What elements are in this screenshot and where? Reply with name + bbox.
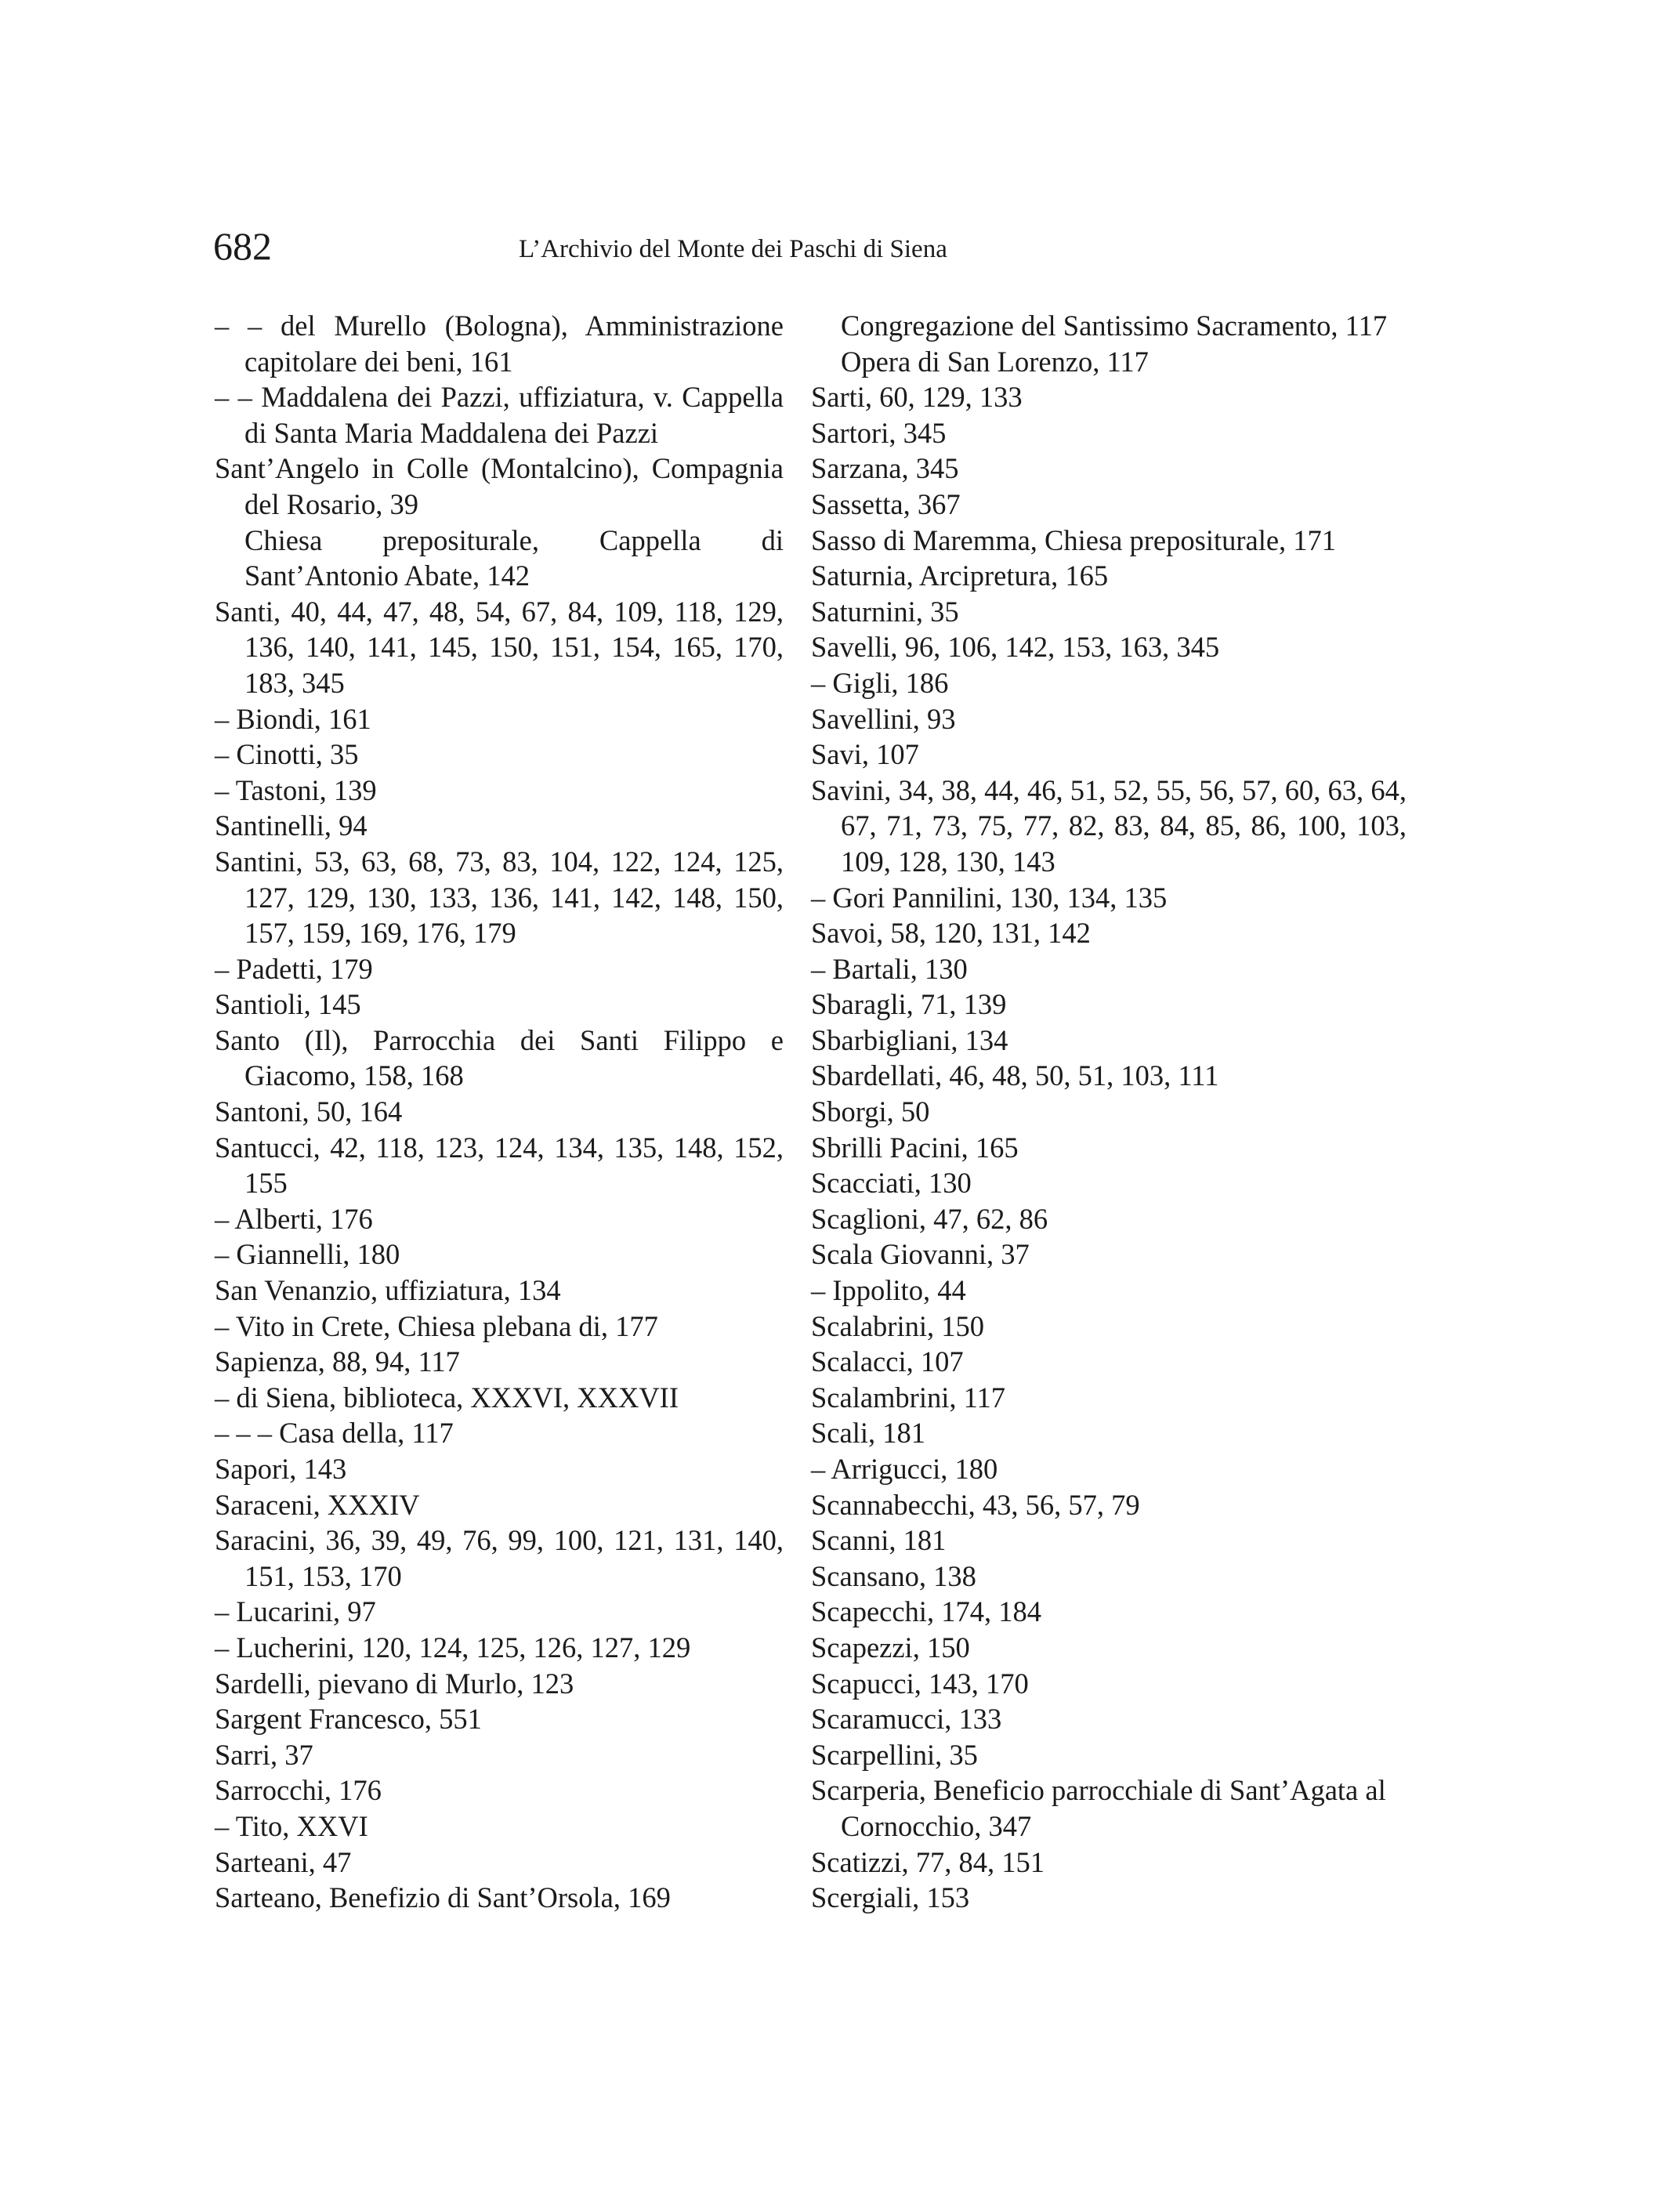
running-title: L’Archivio del Monte dei Paschi di Siena [519,235,947,263]
index-entry: Savellini, 93 [811,702,956,735]
index-entry: Sarzana, 345 [811,452,959,485]
index-entry: Santo (Il), Parrocchia dei Santi Filippo e Giacomo, 158, 168 [215,1023,784,1092]
index-entry: Santoni, 50, 164 [215,1095,403,1128]
index-entry: Sbardellati, 46, 48, 50, 51, 103, 111 [811,1059,1219,1092]
index-entry: Sapienza, 88, 94, 117 [215,1345,460,1378]
index-entry: Sbarbigliani, 134 [811,1023,1008,1056]
index-entry: – Cinotti, 35 [215,738,359,771]
index-entry: – Gigli, 186 [811,666,949,699]
index-entry: – Vito in Crete, Chiesa plebana di, 177 [215,1309,658,1342]
index-entry: Scanni, 181 [811,1524,947,1557]
index-entry: Scansano, 138 [811,1559,976,1592]
index-entry: Scannabecchi, 43, 56, 57, 79 [811,1488,1140,1521]
index-entry: – – del Murello (Bologna), Amministrazione capitolare dei beni, 161 [215,310,784,378]
index-entry: – Giannelli, 180 [215,1238,400,1271]
index-entry: Savi, 107 [811,738,919,771]
index-entry: Sassetta, 367 [811,487,961,520]
index-entry: Sbaragli, 71, 139 [811,988,1007,1021]
index-entry: Santini, 53, 63, 68, 73, 83, 104, 122, 124, 125, 127, 129, 130, 133, 136, 141, 142, 148, 150, 157, 159, 169, 176, 179 [215,845,784,950]
index-entry: Scarperia, Beneficio parrocchiale di Sant’Agata al Cornocchio, 347 [811,1774,1386,1842]
index-entry: Scarpellini, 35 [811,1738,978,1771]
index-entry: San Venanzio, uffiziatura, 134 [215,1274,561,1307]
index-entry: Scalacci, 107 [811,1345,964,1378]
index-entry: Savelli, 96, 106, 142, 153, 163, 345 [811,631,1220,664]
index-entry: Opera di San Lorenzo, 117 [841,345,1149,378]
index-entry: Scali, 181 [811,1417,925,1450]
index-entry: Scapecchi, 174, 184 [811,1595,1041,1628]
index-entry: Congregazione del Santissimo Sacramento, 117 [841,310,1388,342]
index-column-right [811,308,1407,1916]
index-entry: Sarri, 37 [215,1738,313,1771]
index-entry: – Ippolito, 44 [811,1274,966,1307]
index-entry: Scatizzi, 77, 84, 151 [811,1845,1045,1878]
index-entry: Scergiali, 153 [811,1881,970,1914]
index-entry: Sborgi, 50 [811,1095,930,1128]
index-entry: Scacciati, 130 [811,1167,972,1200]
index-entry: Savoi, 58, 120, 131, 142 [811,917,1091,950]
index-entry: – Arrigucci, 180 [811,1453,998,1485]
index-entry: – Tastoni, 139 [215,773,377,806]
index-entry: Santioli, 145 [215,988,361,1021]
index-entry: Sartori, 345 [811,416,947,449]
index-entry: Sasso di Maremma, Chiesa prepositurale, 171 [811,523,1337,556]
index-entry: Chiesa prepositurale, Cappella di Sant’Antonio Abate, 142 [244,523,784,592]
index-entry: Santi, 40, 44, 47, 48, 54, 67, 84, 109, 118, 129, 136, 140, 141, 145, 150, 151, 154, 165, 170, 183, 345 [215,595,784,699]
index-entry: Saracini, 36, 39, 49, 76, 99, 100, 121, 131, 140, 151, 153, 170 [215,1524,784,1592]
index-entry: Scalabrini, 150 [811,1309,984,1342]
index-entry: Scala Giovanni, 37 [811,1238,1030,1271]
index-entry: Sarti, 60, 129, 133 [811,381,1023,414]
index-entry: – Lucherini, 120, 124, 125, 126, 127, 129 [215,1631,691,1664]
index-entry: – Alberti, 176 [215,1202,373,1235]
index-entry: – Lucarini, 97 [215,1595,376,1628]
index-entry: Scaramucci, 133 [811,1703,1002,1736]
index-entry: Saturnini, 35 [811,595,959,628]
index-entry: – Bartali, 130 [811,952,968,985]
index-entry: – di Siena, biblioteca, XXXVI, XXXVII [215,1381,679,1414]
index-entry: Scapezzi, 150 [811,1631,970,1664]
index-entry: Santucci, 42, 118, 123, 124, 134, 135, 148, 152, 155 [215,1131,784,1200]
index-entry: Sant’Angelo in Colle (Montalcino), Compagnia del Rosario, 39 [215,452,784,520]
index-entry: Saturnia, Arcipretura, 165 [811,559,1109,592]
index-entry: Sargent Francesco, 551 [215,1703,482,1736]
index-entry: Scapucci, 143, 170 [811,1667,1029,1700]
index-entry: – Padetti, 179 [215,952,373,985]
index-entry: Sarrocchi, 176 [215,1774,382,1807]
index-entry: Sardelli, pievano di Murlo, 123 [215,1667,574,1700]
page-number: 682 [213,224,272,268]
index-entry: Santinelli, 94 [215,809,368,842]
index-entry: – – Maddalena dei Pazzi, uffiziatura, v. Cappella di Santa Maria Maddalena dei Pazzi [215,381,784,449]
index-entry: – Biondi, 161 [215,702,371,735]
index-entry: Savini, 34, 38, 44, 46, 51, 52, 55, 56, 57, 60, 63, 64, 67, 71, 73, 75, 77, 82, 83, 84, 85, 86, 100, 103, 109, 128, 130, 143 [811,773,1407,878]
index-entry: – – – Casa della, 117 [215,1417,454,1450]
index-entry: Saraceni, XXXIV [215,1488,420,1521]
index-entry: Scaglioni, 47, 62, 86 [811,1202,1048,1235]
index-entry: – Gori Pannilini, 130, 134, 135 [811,881,1168,914]
index-entry: Sarteani, 47 [215,1845,352,1878]
index-entry: Sbrilli Pacini, 165 [811,1131,1019,1164]
index-entry: – Tito, XXVI [215,1809,368,1842]
index-entry: Sarteano, Benefizio di Sant’Orsola, 169 [215,1881,671,1914]
index-entry: Sapori, 143 [215,1453,347,1485]
index-entry: Scalambrini, 117 [811,1381,1006,1414]
index-column-left [215,308,784,1916]
page-header [213,223,1012,270]
